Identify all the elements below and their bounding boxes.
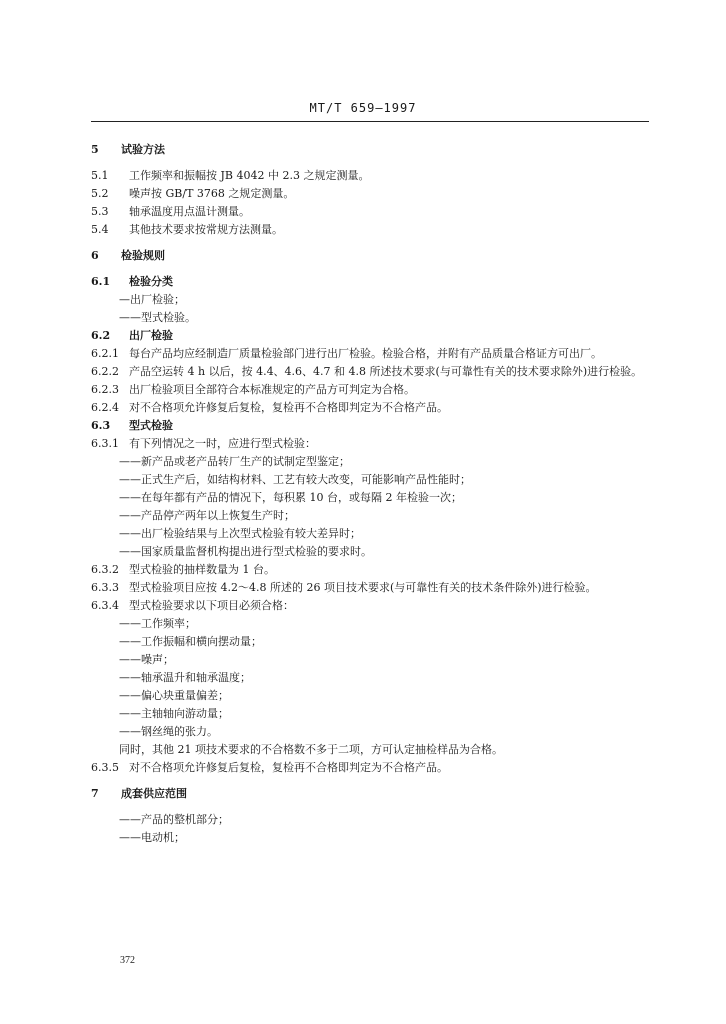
clause-text: 型式检验要求以下项目必须合格：	[129, 599, 294, 612]
section-heading	[91, 141, 651, 159]
clause-title: 检验规则	[121, 249, 165, 262]
clause-number: 6	[91, 249, 99, 262]
clause-text: 对不合格项允许修复后复检，复检再不合格即判定为不合格产品。	[129, 401, 448, 414]
list-item: ——型式检验。	[119, 311, 196, 324]
list-item: ——轴承温升和轴承温度；	[119, 671, 251, 684]
clause-number: 6.2.1	[91, 347, 119, 360]
list-item: ——噪声；	[119, 653, 174, 666]
clause-line	[91, 561, 651, 579]
clause-title: 成套供应范围	[121, 787, 187, 800]
list-item: ——工作频率；	[119, 617, 196, 630]
clause-number: 6.3.2	[91, 563, 119, 576]
list-item: ——钢丝绳的张力。	[119, 725, 218, 738]
document-body	[91, 141, 651, 847]
clause-text: 型式检验项目应按 4.2～4.8 所述的 26 项目技术要求(与可靠性有关的技术条件除外)进行检验。	[129, 581, 597, 594]
list-item: ——偏心块重量偏差；	[119, 689, 229, 702]
clause-text: 噪声按 GB/T 3768 之规定测量。	[129, 187, 295, 200]
clause-line	[91, 597, 651, 615]
list-item: ——在每年都有产品的情况下，每积累 10 台，或每隔 2 年检验一次；	[119, 491, 462, 504]
clause-line	[91, 185, 651, 203]
clause-number: 6.1	[91, 275, 111, 288]
document-code: MT/T 659—1997	[309, 101, 417, 115]
clause-line	[91, 221, 651, 239]
list-item: ——主轴轴向游动量；	[119, 707, 229, 720]
clause-number: 6.3.4	[91, 599, 119, 612]
clause-number: 6.2.3	[91, 383, 119, 396]
paragraph-line: 同时，其他 21 项技术要求的不合格数不多于二项，方可认定抽检样品为合格。	[119, 743, 503, 756]
clause-line	[91, 167, 651, 185]
list-item: ——电动机；	[119, 831, 185, 844]
clause-text: 轴承温度用点温计测量。	[129, 205, 250, 218]
clause-line	[91, 363, 651, 381]
clause-text: 有下列情况之一时，应进行型式检验：	[129, 437, 316, 450]
clause-text: 工作频率和振幅按 JB 4042 中 2.3 之规定测量。	[129, 169, 370, 182]
clause-line	[91, 203, 651, 221]
clause-number: 5.4	[91, 223, 109, 236]
clause-number: 6.3.1	[91, 437, 119, 450]
list-item: ——产品的整机部分；	[119, 813, 229, 826]
clause-text: 型式检验的抽样数量为 1 台。	[129, 563, 275, 576]
clause-line	[91, 399, 651, 417]
clause-number: 5.3	[91, 205, 109, 218]
clause-text: 其他技术要求按常规方法测量。	[129, 223, 283, 236]
spacer	[91, 777, 651, 785]
page-number: 372	[120, 955, 135, 966]
clause-title: 型式检验	[129, 419, 173, 432]
list-item: ——产品停产两年以上恢复生产时；	[119, 509, 295, 522]
subsection-heading	[91, 273, 651, 291]
clause-text: 出厂检验项目全部符合本标准规定的产品方可判定为合格。	[129, 383, 415, 396]
subsection-heading	[91, 417, 651, 435]
clause-number: 5	[91, 143, 99, 156]
clause-line	[91, 579, 651, 597]
clause-text: 产品空运转 4 h 以后，按 4.4、4.6、4.7 和 4.8 所述技术要求(与可靠性有关的技术要求除外)进行检验。	[129, 365, 643, 378]
clause-title: 出厂检验	[129, 329, 173, 342]
header-rule	[91, 121, 649, 122]
clause-line	[91, 345, 651, 363]
clause-number: 7	[91, 787, 99, 800]
spacer	[91, 159, 651, 167]
clause-number: 6.2	[91, 329, 111, 342]
spacer	[91, 239, 651, 247]
list-item: —出厂检验；	[119, 293, 185, 306]
list-item: ——国家质量监督机构提出进行型式检验的要求时。	[119, 545, 372, 558]
list-item: ——工作振幅和横向摆动量；	[119, 635, 262, 648]
clause-number: 6.2.2	[91, 365, 119, 378]
subsection-heading	[91, 327, 651, 345]
clause-text: 每台产品均应经制造厂质量检验部门进行出厂检验。检验合格，并附有产品质量合格证方可出厂。	[129, 347, 602, 360]
clause-number: 5.1	[91, 169, 109, 182]
clause-title: 检验分类	[129, 275, 173, 288]
clause-line	[91, 381, 651, 399]
clause-line	[91, 435, 651, 453]
clause-title: 试验方法	[121, 143, 165, 156]
clause-number: 5.2	[91, 187, 109, 200]
list-item: ——新产品或老产品转厂生产的试制定型鉴定；	[119, 455, 350, 468]
spacer	[91, 803, 651, 811]
clause-number: 6.3.3	[91, 581, 119, 594]
spacer	[91, 265, 651, 273]
section-heading	[91, 247, 651, 265]
clause-number: 6.2.4	[91, 401, 119, 414]
section-heading	[91, 785, 651, 803]
clause-number: 6.3.5	[91, 761, 119, 774]
list-item: ——正式生产后，如结构材料、工艺有较大改变，可能影响产品性能时；	[119, 473, 471, 486]
clause-text: 对不合格项允许修复后复检，复检再不合格即判定为不合格产品。	[129, 761, 448, 774]
clause-number: 6.3	[91, 419, 111, 432]
clause-line	[91, 759, 651, 777]
list-item: ——出厂检验结果与上次型式检验有较大差异时；	[119, 527, 361, 540]
